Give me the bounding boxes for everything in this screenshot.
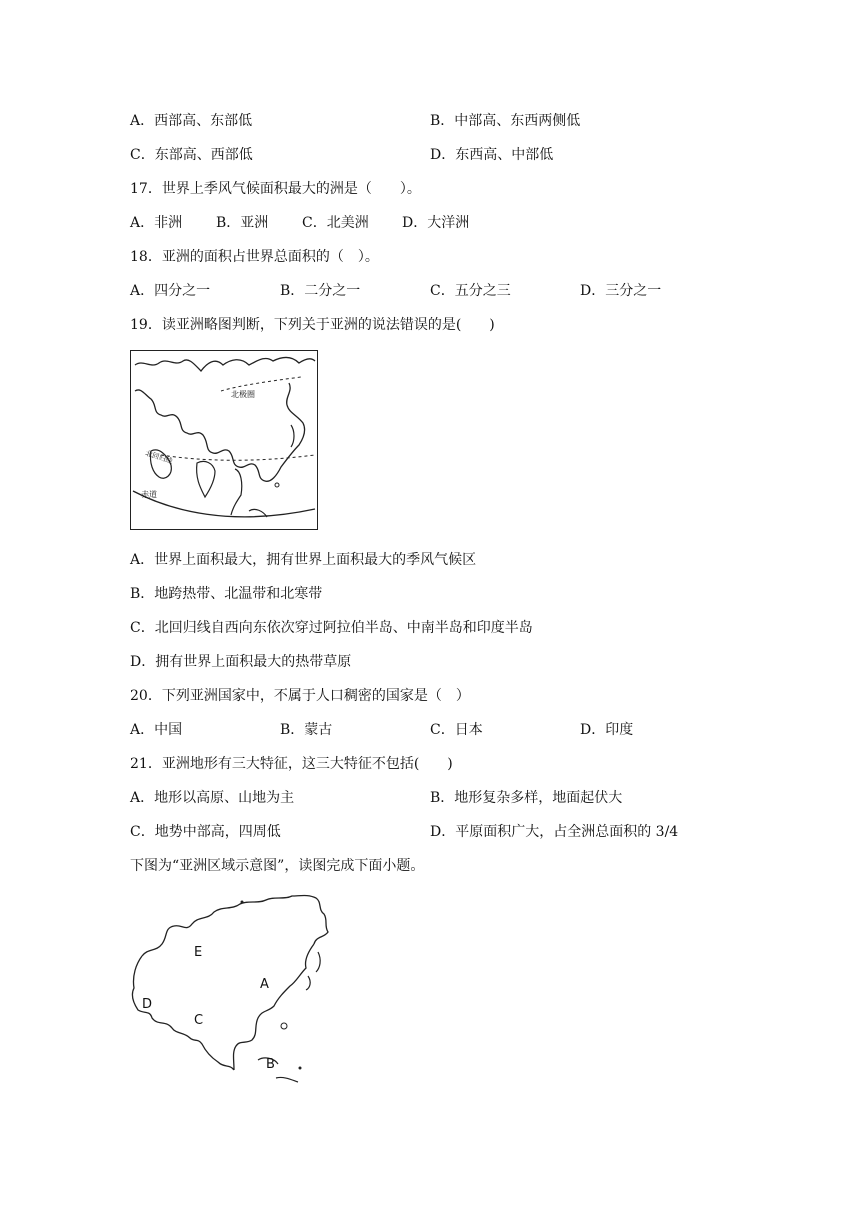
q21-option-d: D．平原面积广大，占全洲总面积的 3/4 [430, 824, 679, 840]
q21-stem: 21．亚洲地形有三大特征，这三大特征不包括( ) [130, 756, 453, 772]
arctic-island-dot [241, 901, 244, 904]
japan-islands [291, 425, 294, 447]
q17-option-d: D．大洋洲 [402, 215, 470, 231]
q16-option-c: C．东部高、西部低 [130, 147, 253, 163]
asia-map-figure [131, 351, 317, 529]
asia-sketch-map [130, 350, 318, 530]
q17-option-c: C．北美洲 [302, 215, 369, 231]
equator-line [133, 491, 315, 517]
q17-option-a: A．非洲 [130, 215, 183, 231]
q17-option-b: B．亚洲 [216, 215, 269, 231]
taiwan-island [281, 1023, 287, 1029]
indochina-peninsula [231, 469, 242, 515]
tropic-of-cancer-label: 北回归线 [144, 449, 174, 466]
q19-option-a: A．世界上面积最大，拥有世界上面积最大的季风气候区 [130, 552, 477, 568]
q16-option-d: D．东西高、中部低 [430, 147, 554, 163]
figure-intro-text: 下图为“亚洲区域示意图”，读图完成下面小题。 [130, 858, 425, 874]
q18-option-a: A．四分之一 [130, 283, 211, 299]
q20-option-a: A．中国 [130, 722, 183, 738]
west-south-outline [132, 956, 234, 1070]
continent-outline [135, 383, 305, 481]
asia-region-map [128, 892, 338, 1092]
java-islands [276, 1077, 298, 1082]
north-coast-line [135, 358, 315, 372]
map-label-d: D [142, 997, 153, 1012]
q18-option-b: B．二分之一 [280, 283, 361, 299]
q21-option-a: A．地形以高原、山地为主 [130, 790, 295, 806]
q20-option-b: B．蒙古 [280, 722, 333, 738]
east-islands [306, 976, 310, 990]
q18-option-d: D．三分之一 [580, 283, 662, 299]
map-label-e: E [194, 945, 203, 960]
island-dot [299, 1067, 302, 1070]
q20-option-c: C．日本 [430, 722, 483, 738]
japan-islands [316, 952, 320, 972]
map-label-a: A [260, 977, 269, 992]
q16-option-b: B．中部高、东西两侧低 [430, 113, 581, 129]
equator-label: 赤道 [141, 490, 157, 499]
east-coast-outline [234, 944, 315, 1070]
q19-stem: 19．读亚洲略图判断，下列关于亚洲的说法错误的是( ) [130, 317, 495, 333]
philippines-island [275, 483, 279, 487]
q16-option-a: A．西部高、东部低 [130, 113, 253, 129]
q21-option-b: B．地形复杂多样，地面起伏大 [430, 790, 623, 806]
q18-stem: 18．亚洲的面积占世界总面积的（ ）。 [130, 249, 379, 265]
q21-option-c: C．地势中部高，四周低 [130, 824, 281, 840]
tropic-of-cancer-line [161, 455, 315, 460]
arctic-circle-label: 北极圈 [231, 390, 255, 399]
q20-stem: 20．下列亚洲国家中，不属于人口稠密的国家是（ ） [130, 688, 470, 704]
asia-region-figure [128, 892, 338, 1092]
q17-stem: 17．世界上季风气候面积最大的洲是（ ）。 [130, 181, 421, 197]
q19-option-b: B．地跨热带、北温带和北寒带 [130, 586, 323, 602]
map-label-c: C [194, 1013, 204, 1028]
q20-option-d: D．印度 [580, 722, 634, 738]
q19-option-c: C．北回归线自西向东依次穿过阿拉伯半岛、中南半岛和印度半岛 [130, 620, 533, 636]
indian-peninsula [197, 461, 215, 497]
north-coast-outline [142, 896, 328, 957]
q18-option-c: C．五分之三 [430, 283, 511, 299]
q19-option-d: D．拥有世界上面积最大的热带草原 [130, 654, 352, 670]
map-label-b: B [266, 1057, 275, 1072]
